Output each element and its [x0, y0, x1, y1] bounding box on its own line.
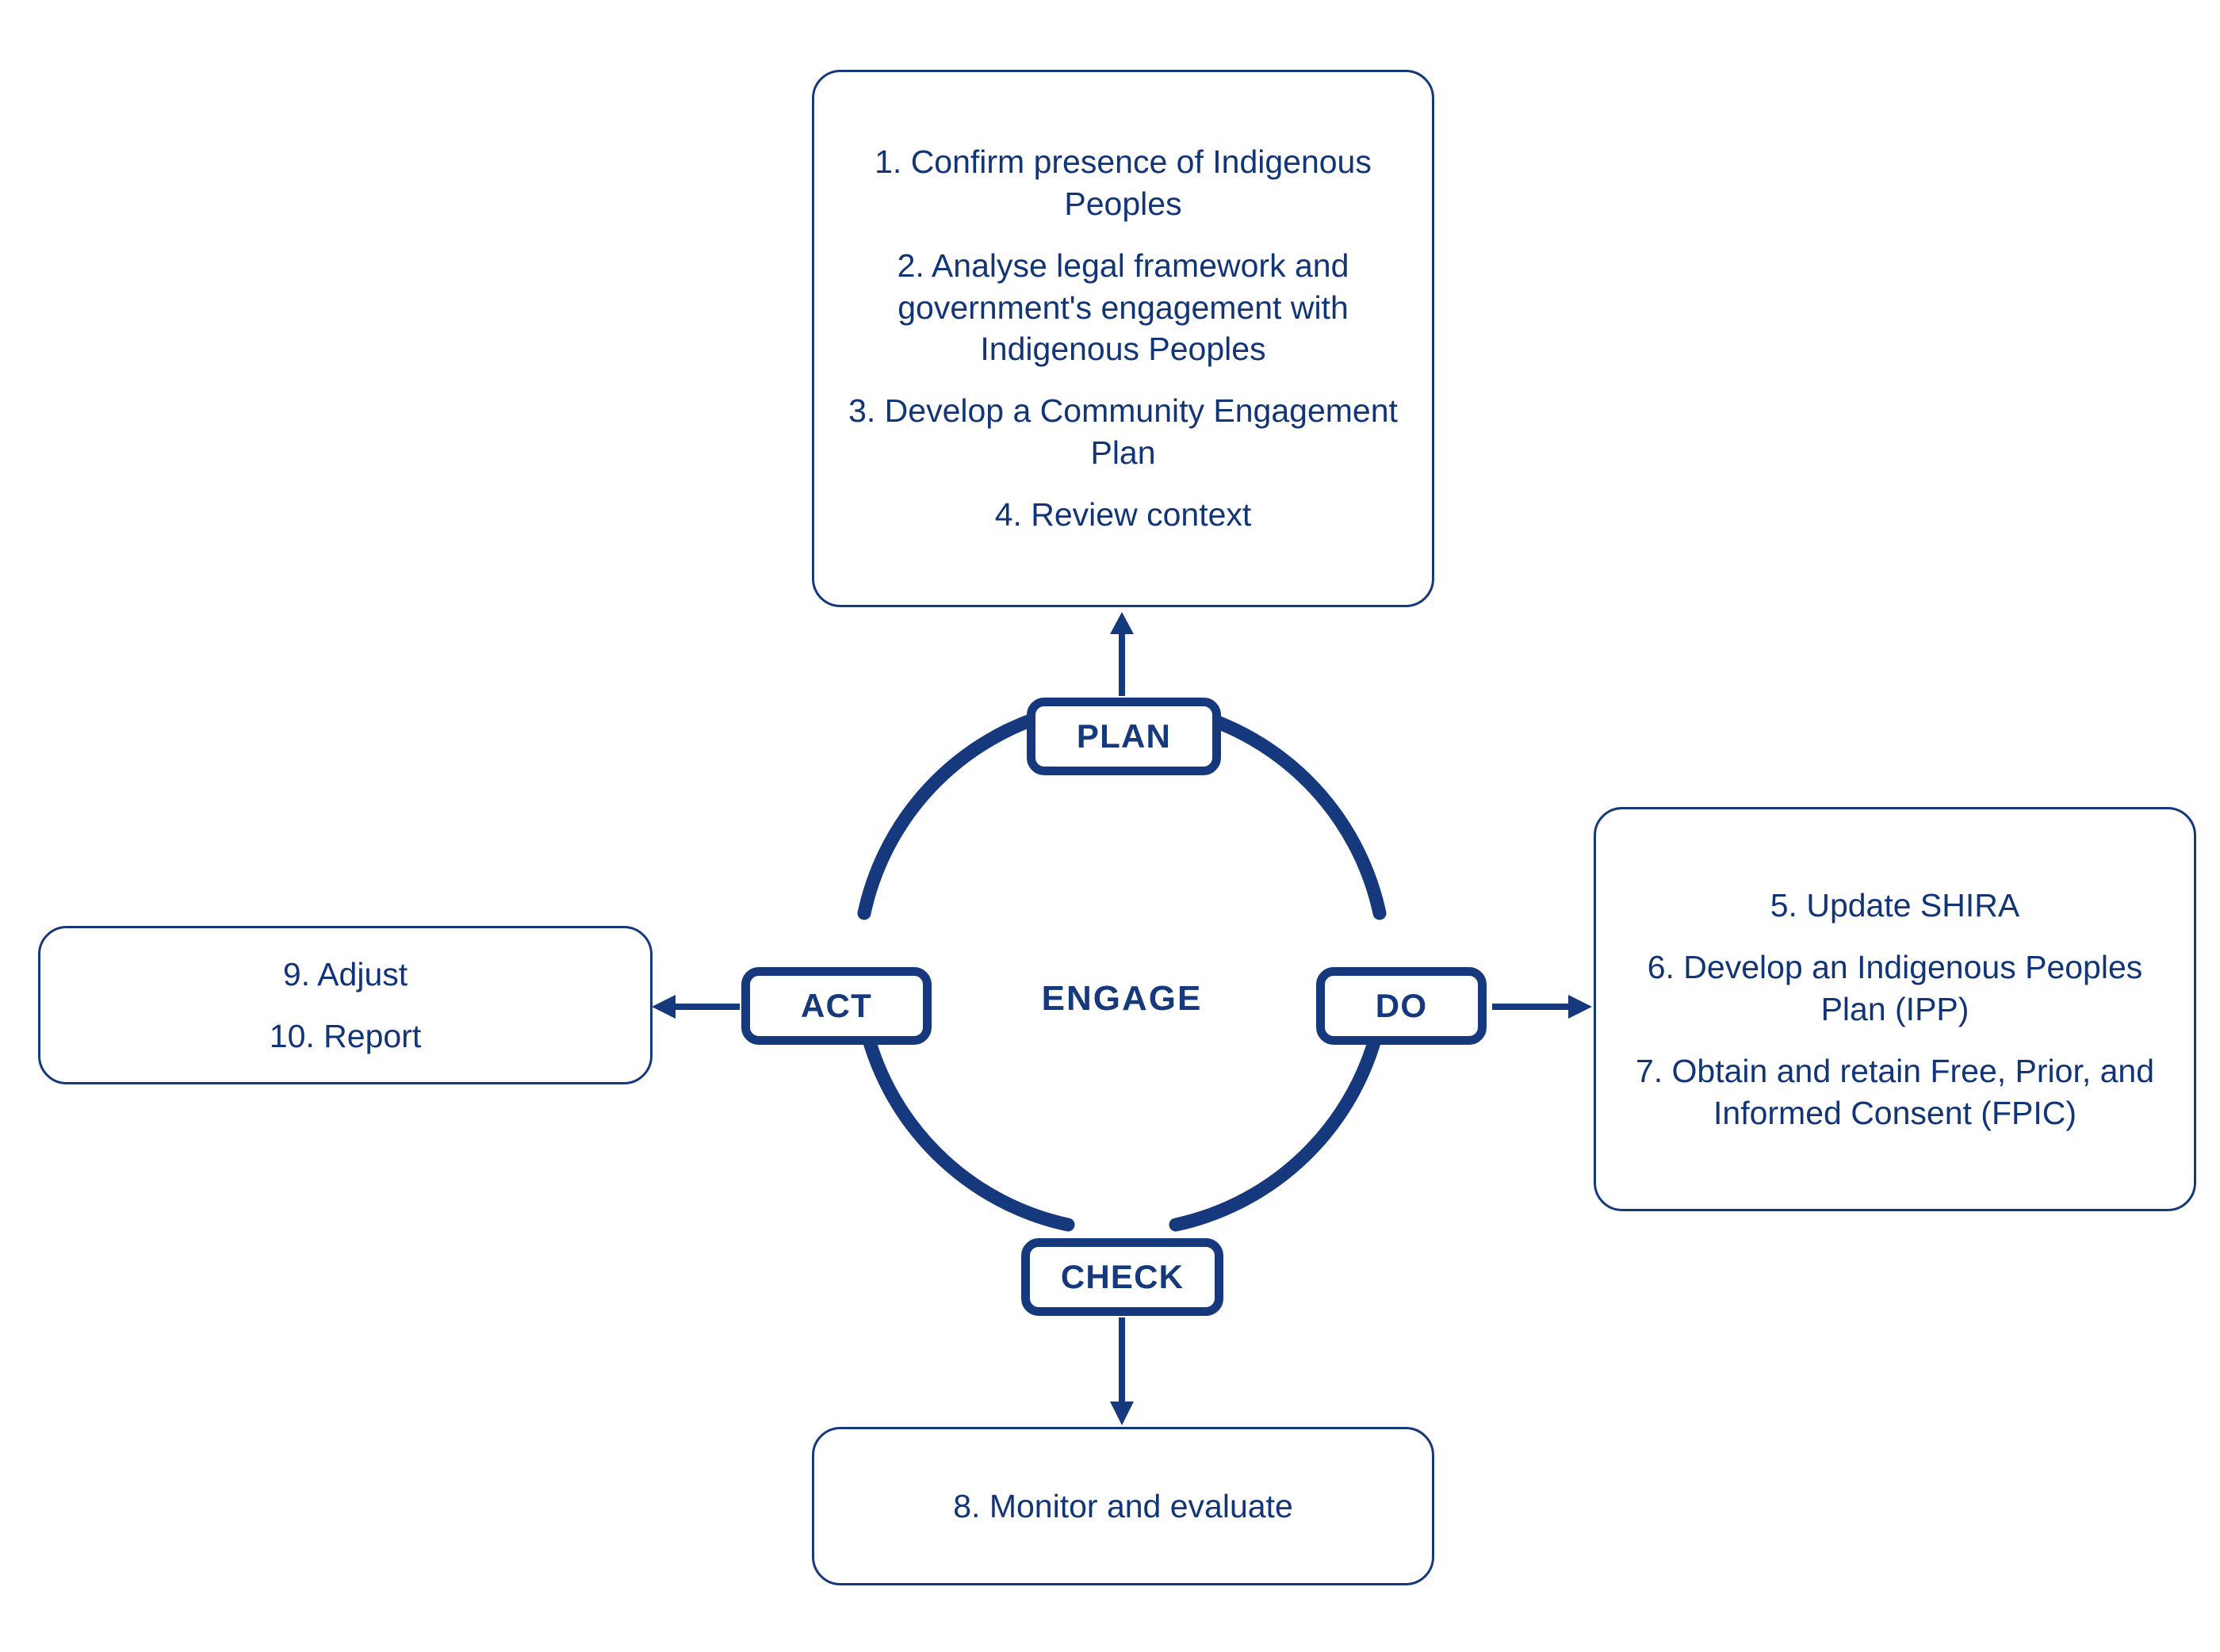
plan-step-2: 2. Analyse legal framework and government's engagement with Indigenous Peoples [897, 247, 1349, 367]
arrow-right-icon [1491, 975, 1594, 1038]
plan-step-4: 4. Review context [994, 496, 1252, 533]
do-steps-box [1594, 807, 2196, 1211]
cycle-node-do[interactable] [1316, 967, 1487, 1045]
arrow-down-icon [1090, 1316, 1154, 1427]
cycle-node-do-label: DO [1375, 987, 1428, 1024]
plan-steps-box [812, 70, 1434, 607]
cycle-center-label: ENGAGE [1041, 979, 1203, 1018]
check-steps-box [812, 1427, 1434, 1585]
do-step-7: 7. Obtain and retain Free, Prior, and Informed Consent (FPIC) [1635, 1053, 2155, 1131]
act-step-9: 9. Adjust [282, 955, 408, 992]
cycle-node-check-label: CHECK [1060, 1258, 1185, 1295]
plan-step-1: 1. Confirm presence of Indigenous Peoples [875, 143, 1372, 222]
act-steps-box [38, 926, 653, 1084]
check-step-8: 8. Monitor and evaluate [953, 1487, 1293, 1524]
cycle-node-plan-label: PLAN [1076, 717, 1172, 755]
act-step-10: 10. Report [269, 1018, 422, 1054]
arrow-left-icon [650, 975, 741, 1038]
do-step-5: 5. Update SHIRA [1770, 886, 2020, 924]
plan-step-3: 3. Develop a Community Engagement Plan [848, 392, 1398, 471]
cycle-node-act[interactable] [741, 967, 932, 1045]
arrow-up-icon [1090, 610, 1154, 698]
cycle-node-check[interactable] [1021, 1238, 1223, 1316]
do-step-6: 6. Develop an Indigenous Peoples Plan (IPP) [1647, 949, 2143, 1027]
cycle-node-plan[interactable] [1027, 698, 1221, 775]
cycle-node-act-label: ACT [801, 987, 872, 1024]
